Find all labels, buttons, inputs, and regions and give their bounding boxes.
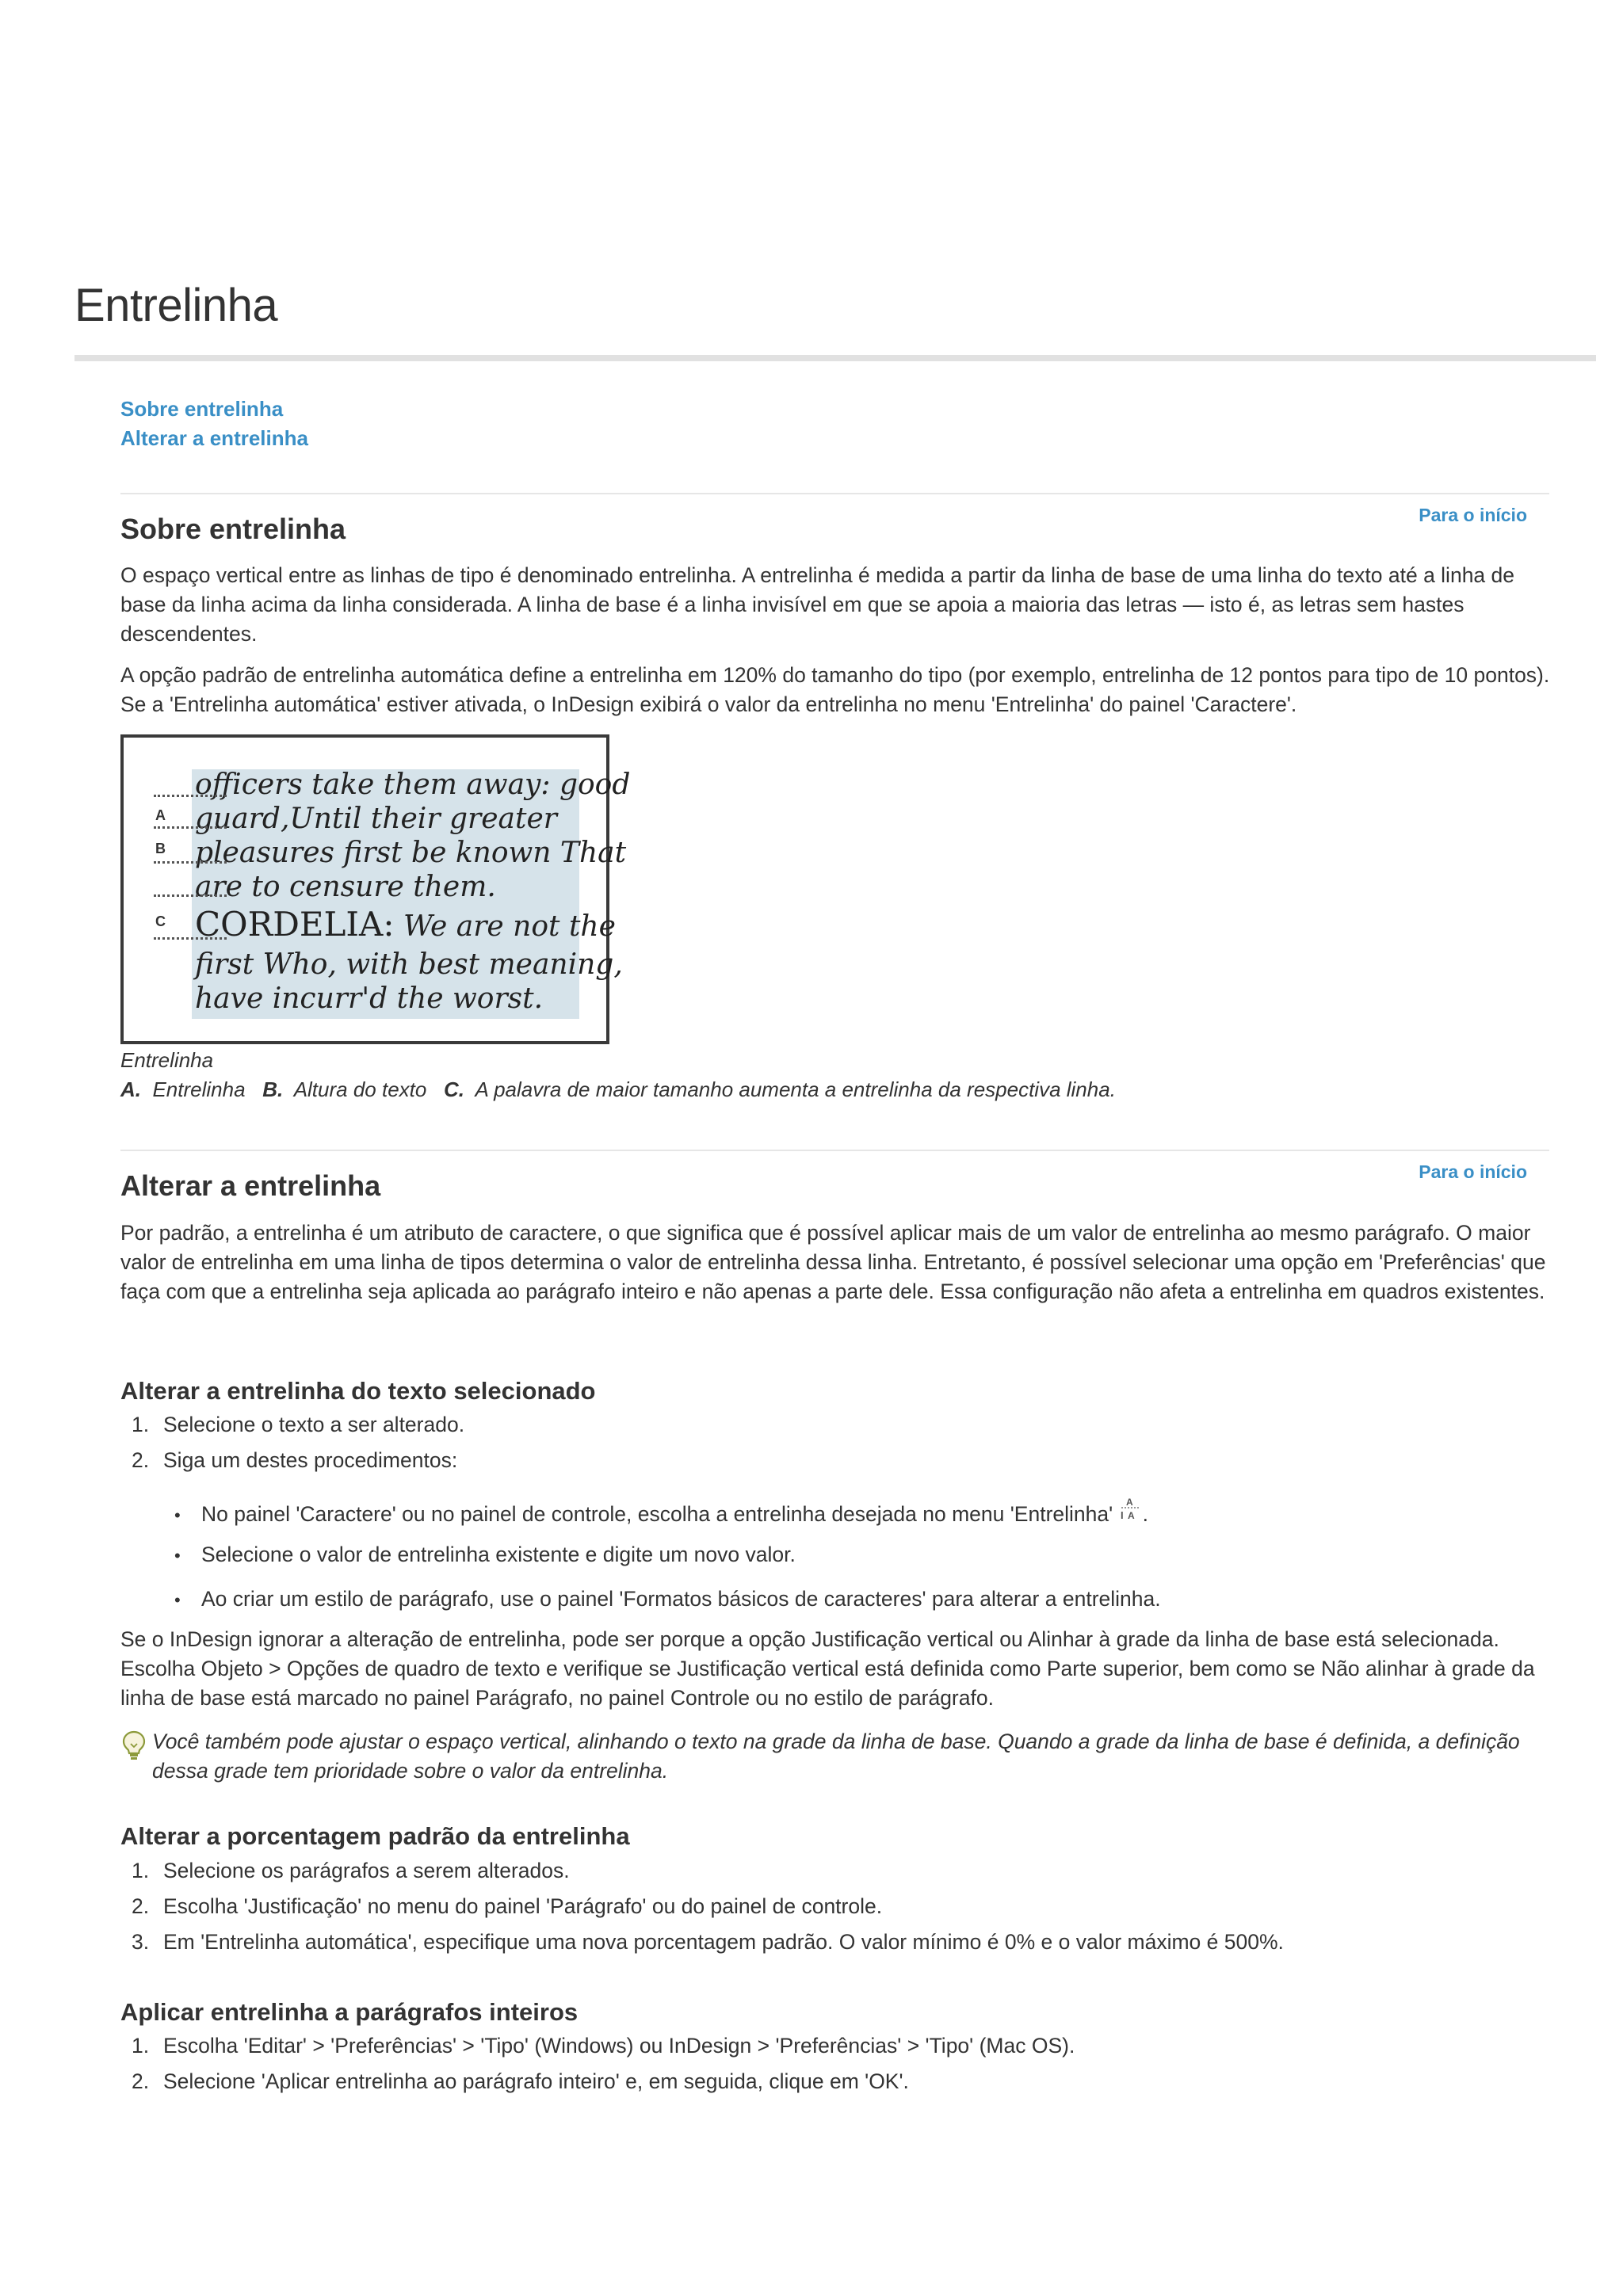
step-text: Escolha 'Justificação' no menu do painel 'Parágrafo' ou do painel de controle. <box>163 1894 883 1918</box>
list-item: • Ao criar um estilo de parágrafo, use o painel 'Formatos básicos de caracteres' para alterar a entrelinha. <box>174 1587 1161 1611</box>
bullet-text: Selecione o valor de entrelinha existente e digite um novo valor. <box>201 1543 796 1566</box>
list-item: 1. Selecione o texto a ser alterado. <box>132 1413 465 1436</box>
section-divider <box>120 493 1549 494</box>
list-item: 2. Siga um destes procedimentos: <box>132 1448 458 1472</box>
list-item: 1. Escolha 'Editar' > 'Preferências' > 'Tipo' (Windows) ou InDesign > 'Preferências' > 'Tipo' (Mac OS). <box>132 2034 1075 2058</box>
legend-text: Entrelinha <box>152 1077 246 1101</box>
subheading-selected-text: Alterar a entrelinha do texto selecionado <box>120 1377 596 1405</box>
step-text: Selecione os parágrafos a serem alterados. <box>163 1859 570 1882</box>
toc-link-sobre-entrelinha[interactable]: Sobre entrelinha <box>120 397 284 421</box>
legend-key: A. <box>120 1077 141 1101</box>
section-divider <box>120 1150 1549 1151</box>
lightbulb-icon <box>120 1730 147 1761</box>
marker-c: C <box>155 913 166 929</box>
sample-line-rest: We are not the <box>394 910 616 943</box>
sample-line: pleasures first be known That <box>195 837 627 869</box>
sample-line: have incurr'd the worst. <box>195 982 544 1015</box>
leading-illustration <box>120 734 631 1044</box>
step-text: Selecione o texto a ser alterado. <box>163 1413 465 1436</box>
baseline-dotted-line <box>154 937 227 940</box>
baseline-dotted-line <box>154 795 227 797</box>
step-text: Selecione 'Aplicar entrelinha ao parágrafo inteiro' e, em seguida, clique em 'OK'. <box>163 2069 909 2093</box>
section-heading-about: Sobre entrelinha <box>120 513 346 545</box>
list-item: 3. Em 'Entrelinha automática', especifique uma nova porcentagem padrão. O valor mínimo é 0% e o valor máximo é 500%. <box>132 1930 1284 1954</box>
list-item: • No painel 'Caractere' ou no painel de controle, escolha a entrelinha desejada no menu 'Entrelinha' A I A . <box>174 1497 1148 1526</box>
list-item: 2. Escolha 'Justificação' no menu do painel 'Parágrafo' ou do painel de controle. <box>132 1894 883 1918</box>
legend-text: Altura do texto <box>293 1077 427 1101</box>
legend-key: B. <box>262 1077 284 1101</box>
list-item: 1. Selecione os parágrafos a serem alterados. <box>132 1859 570 1882</box>
toc-link-alterar-entrelinha[interactable]: Alterar a entrelinha <box>120 426 308 450</box>
paragraph: Por padrão, a entrelinha é um atributo de caractere, o que significa que é possível aplicar mais de um valor de entrelinha ao mesmo parágrafo. O maior valor de entrelinha em uma linha de tipos determina o valor de entrelinha dessa linha. Entretanto, é possível selecionar uma opção em 'Preferências' que faça com que a entrelinha seja aplicada ao parágrafo inteiro e não apenas a parte dele. Essa configuração não afeta a entrelinha em quadros existentes. <box>120 1221 1546 1303</box>
list-item: 2. Selecione 'Aplicar entrelinha ao parágrafo inteiro' e, em seguida, clique em 'OK'. <box>132 2069 909 2093</box>
bullet-text: Ao criar um estilo de parágrafo, use o painel 'Formatos básicos de caracteres' para alterar a entrelinha. <box>201 1587 1161 1611</box>
tip-text: Você também pode ajustar o espaço vertical, alinhando o texto na grade da linha de base. Quando a grade da linha de base é definida, a definição dessa grade tem prioridade sobre o valor da entrelinha. <box>152 1730 1520 1783</box>
large-word: CORDELIA: <box>195 905 395 944</box>
baseline-dotted-line <box>154 826 227 829</box>
subheading-whole-paragraphs: Aplicar entrelinha a parágrafos inteiros <box>120 1998 579 2026</box>
marker-b: B <box>155 841 166 856</box>
steps-list <box>132 1410 464 1482</box>
paragraph: O espaço vertical entre as linhas de tipo é denominado entrelinha. A entrelinha é medida a partir da linha de base de uma linha do texto até a linha de base da linha acima da linha considerada. A linha de base é a linha invisível em que se apoia a maioria das letras — isto é, as letras sem hastes descendentes. <box>120 563 1515 646</box>
paragraph: A opção padrão de entrelinha automática define a entrelinha em 120% do tamanho do tipo (por exemplo, entrelinha de 12 pontos para tipo de 10 pontos). Se a 'Entrelinha automática' estiver ativada, o InDesign exibirá o valor da entrelinha no menu 'Entrelinha' do painel 'Caractere'. <box>120 663 1550 716</box>
paragraph: Se o InDesign ignorar a alteração de entrelinha, pode ser porque a opção Justificação vertical ou Alinhar à grade da linha de base está selecionada. Escolha Objeto > Opções de quadro de texto e verifique se Justificação vertical está definida como Parte superior, bem como se Não alinhar à grade da linha de base está marcado no painel Parágrafo, no painel Controle ou no estilo de parágrafo. <box>120 1627 1535 1710</box>
step-text: Em 'Entrelinha automática', especifique uma nova porcentagem padrão. O valor mínimo é 0% e o valor máximo é 500%. <box>163 1930 1284 1954</box>
svg-text:A: A <box>1127 1510 1135 1521</box>
leading-icon <box>1119 1496 1143 1523</box>
marker-a: A <box>155 807 166 823</box>
table-of-contents <box>120 395 308 453</box>
list-item: • Selecione o valor de entrelinha existente e digite um novo valor. <box>174 1543 796 1566</box>
sample-line-large <box>195 904 630 948</box>
sample-line: first Who, with best meaning, <box>195 948 623 981</box>
sample-line: guard,Until their greater <box>195 803 557 835</box>
steps-list <box>132 1856 1284 1963</box>
svg-text:A: A <box>1125 1497 1133 1508</box>
tip-note <box>120 1727 1555 1786</box>
baseline-dotted-line <box>154 894 227 897</box>
subheading-default-percentage: Alterar a porcentagem padrão da entrelinha <box>120 1822 630 1850</box>
step-text: Escolha 'Editar' > 'Preferências' > 'Tipo' (Windows) ou InDesign > 'Preferências' > 'Tipo' (Mac OS). <box>163 2034 1075 2058</box>
svg-text:I: I <box>1120 1509 1124 1521</box>
page-title: Entrelinha <box>74 280 278 331</box>
figure-caption-legend <box>120 1077 1116 1102</box>
sample-line: are to censure them. <box>195 871 496 903</box>
bullet-list <box>174 1496 1161 1629</box>
section-heading-change: Alterar a entrelinha <box>120 1169 381 1202</box>
figure-caption-title: Entrelinha <box>120 1048 214 1072</box>
bullet-text: No painel 'Caractere' ou no painel de controle, escolha a entrelinha desejada no menu 'Entrelinha' <box>201 1502 1113 1526</box>
legend-text: A palavra de maior tamanho aumenta a entrelinha da respectiva linha. <box>475 1077 1116 1101</box>
sample-line: officers take them away: good <box>195 769 631 801</box>
step-text: Siga um destes procedimentos: <box>163 1448 458 1472</box>
back-to-top-link[interactable]: Para o início <box>1419 1161 1527 1182</box>
back-to-top-link[interactable]: Para o início <box>1419 505 1527 525</box>
title-divider <box>74 355 1596 361</box>
steps-list <box>132 2031 1075 2103</box>
legend-key: C. <box>444 1077 465 1101</box>
sample-text <box>195 768 630 1016</box>
baseline-dotted-line <box>154 861 227 864</box>
